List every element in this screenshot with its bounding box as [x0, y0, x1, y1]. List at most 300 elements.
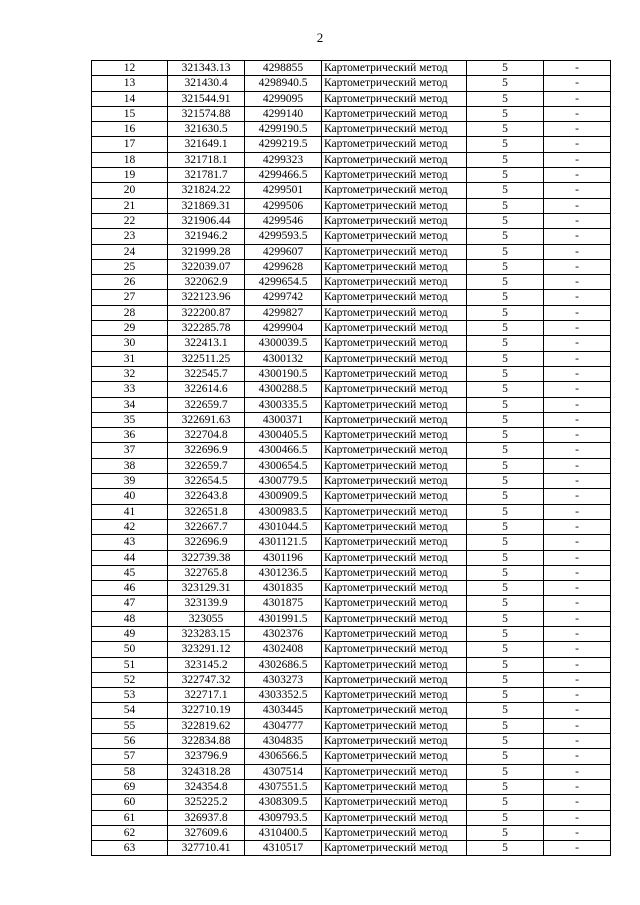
point-number-cell: 35 — [92, 412, 168, 427]
method-cell: Картометрический метод — [322, 657, 467, 672]
coordinates-table-body — [92, 61, 611, 856]
note-cell: - — [544, 795, 611, 810]
y-coordinate-cell: 4303445 — [245, 703, 322, 718]
x-coordinate-cell: 322659.7 — [168, 397, 245, 412]
method-cell: Картометрический метод — [322, 428, 467, 443]
accuracy-cell: 5 — [467, 61, 544, 76]
point-number-cell: 32 — [92, 366, 168, 381]
note-cell: - — [544, 106, 611, 121]
x-coordinate-cell: 323283.15 — [168, 626, 245, 641]
y-coordinate-cell: 4304835 — [245, 734, 322, 749]
table-row — [92, 718, 611, 733]
note-cell: - — [544, 428, 611, 443]
y-coordinate-cell: 4299827 — [245, 305, 322, 320]
method-cell: Картометрический метод — [322, 779, 467, 794]
y-coordinate-cell: 4307551.5 — [245, 779, 322, 794]
method-cell: Картометрический метод — [322, 535, 467, 550]
method-cell: Картометрический метод — [322, 351, 467, 366]
method-cell: Картометрический метод — [322, 443, 467, 458]
accuracy-cell: 5 — [467, 474, 544, 489]
note-cell: - — [544, 779, 611, 794]
x-coordinate-cell: 322511.25 — [168, 351, 245, 366]
method-cell: Картометрический метод — [322, 290, 467, 305]
table-row — [92, 565, 611, 580]
x-coordinate-cell: 322651.8 — [168, 504, 245, 519]
point-number-cell: 45 — [92, 565, 168, 580]
y-coordinate-cell: 4302376 — [245, 626, 322, 641]
x-coordinate-cell: 322643.8 — [168, 489, 245, 504]
point-number-cell: 33 — [92, 382, 168, 397]
method-cell: Картометрический метод — [322, 749, 467, 764]
note-cell: - — [544, 305, 611, 320]
table-row — [92, 152, 611, 167]
note-cell: - — [544, 703, 611, 718]
y-coordinate-cell: 4299506 — [245, 198, 322, 213]
point-number-cell: 12 — [92, 61, 168, 76]
x-coordinate-cell: 322710.19 — [168, 703, 245, 718]
x-coordinate-cell: 321343.13 — [168, 61, 245, 76]
point-number-cell: 31 — [92, 351, 168, 366]
accuracy-cell: 5 — [467, 91, 544, 106]
accuracy-cell: 5 — [467, 382, 544, 397]
point-number-cell: 36 — [92, 428, 168, 443]
y-coordinate-cell: 4299466.5 — [245, 168, 322, 183]
method-cell: Картометрический метод — [322, 825, 467, 840]
table-row — [92, 321, 611, 336]
note-cell: - — [544, 76, 611, 91]
table-row — [92, 259, 611, 274]
x-coordinate-cell: 322819.62 — [168, 718, 245, 733]
accuracy-cell: 5 — [467, 106, 544, 121]
accuracy-cell: 5 — [467, 825, 544, 840]
table-row — [92, 504, 611, 519]
method-cell: Картометрический метод — [322, 91, 467, 106]
table-row — [92, 213, 611, 228]
x-coordinate-cell: 322667.7 — [168, 519, 245, 534]
x-coordinate-cell: 322062.9 — [168, 275, 245, 290]
y-coordinate-cell: 4299607 — [245, 244, 322, 259]
method-cell: Картометрический метод — [322, 397, 467, 412]
point-number-cell: 63 — [92, 841, 168, 856]
method-cell: Картометрический метод — [322, 550, 467, 565]
point-number-cell: 43 — [92, 535, 168, 550]
y-coordinate-cell: 4298855 — [245, 61, 322, 76]
point-number-cell: 44 — [92, 550, 168, 565]
accuracy-cell: 5 — [467, 764, 544, 779]
method-cell: Картометрический метод — [322, 229, 467, 244]
method-cell: Картометрический метод — [322, 596, 467, 611]
y-coordinate-cell: 4299501 — [245, 183, 322, 198]
y-coordinate-cell: 4299628 — [245, 259, 322, 274]
x-coordinate-cell: 323796.9 — [168, 749, 245, 764]
y-coordinate-cell: 4302686.5 — [245, 657, 322, 672]
accuracy-cell: 5 — [467, 290, 544, 305]
note-cell: - — [544, 458, 611, 473]
method-cell: Картометрический метод — [322, 259, 467, 274]
method-cell: Картометрический метод — [322, 305, 467, 320]
accuracy-cell: 5 — [467, 168, 544, 183]
note-cell: - — [544, 366, 611, 381]
method-cell: Картометрический метод — [322, 137, 467, 152]
table-row — [92, 122, 611, 137]
method-cell: Картометрический метод — [322, 626, 467, 641]
method-cell: Картометрический метод — [322, 764, 467, 779]
point-number-cell: 41 — [92, 504, 168, 519]
note-cell: - — [544, 259, 611, 274]
accuracy-cell: 5 — [467, 841, 544, 856]
point-number-cell: 56 — [92, 734, 168, 749]
note-cell: - — [544, 642, 611, 657]
method-cell: Картометрический метод — [322, 168, 467, 183]
y-coordinate-cell: 4299593.5 — [245, 229, 322, 244]
accuracy-cell: 5 — [467, 366, 544, 381]
x-coordinate-cell: 321430.4 — [168, 76, 245, 91]
point-number-cell: 14 — [92, 91, 168, 106]
accuracy-cell: 5 — [467, 642, 544, 657]
accuracy-cell: 5 — [467, 137, 544, 152]
note-cell: - — [544, 672, 611, 687]
y-coordinate-cell: 4301835 — [245, 581, 322, 596]
y-coordinate-cell: 4310400.5 — [245, 825, 322, 840]
note-cell: - — [544, 91, 611, 106]
table-row — [92, 489, 611, 504]
y-coordinate-cell: 4300909.5 — [245, 489, 322, 504]
accuracy-cell: 5 — [467, 489, 544, 504]
x-coordinate-cell: 321630.5 — [168, 122, 245, 137]
note-cell: - — [544, 535, 611, 550]
y-coordinate-cell: 4299904 — [245, 321, 322, 336]
y-coordinate-cell: 4309793.5 — [245, 810, 322, 825]
note-cell: - — [544, 841, 611, 856]
table-row — [92, 137, 611, 152]
accuracy-cell: 5 — [467, 244, 544, 259]
point-number-cell: 25 — [92, 259, 168, 274]
x-coordinate-cell: 322691.63 — [168, 412, 245, 427]
point-number-cell: 62 — [92, 825, 168, 840]
point-number-cell: 49 — [92, 626, 168, 641]
accuracy-cell: 5 — [467, 734, 544, 749]
note-cell: - — [544, 137, 611, 152]
y-coordinate-cell: 4301044.5 — [245, 519, 322, 534]
point-number-cell: 55 — [92, 718, 168, 733]
table-row — [92, 412, 611, 427]
y-coordinate-cell: 4299190.5 — [245, 122, 322, 137]
y-coordinate-cell: 4300654.5 — [245, 458, 322, 473]
y-coordinate-cell: 4299323 — [245, 152, 322, 167]
accuracy-cell: 5 — [467, 779, 544, 794]
y-coordinate-cell: 4300335.5 — [245, 397, 322, 412]
y-coordinate-cell: 4301236.5 — [245, 565, 322, 580]
note-cell: - — [544, 764, 611, 779]
point-number-cell: 28 — [92, 305, 168, 320]
table-row — [92, 474, 611, 489]
point-number-cell: 60 — [92, 795, 168, 810]
page-number: 2 — [316, 30, 324, 45]
accuracy-cell: 5 — [467, 795, 544, 810]
x-coordinate-cell: 321999.28 — [168, 244, 245, 259]
table-row — [92, 351, 611, 366]
note-cell: - — [544, 198, 611, 213]
method-cell: Картометрический метод — [322, 795, 467, 810]
accuracy-cell: 5 — [467, 321, 544, 336]
note-cell: - — [544, 168, 611, 183]
x-coordinate-cell: 327710.41 — [168, 841, 245, 856]
table-row — [92, 336, 611, 351]
note-cell: - — [544, 810, 611, 825]
x-coordinate-cell: 321824.22 — [168, 183, 245, 198]
table-row — [92, 657, 611, 672]
note-cell: - — [544, 519, 611, 534]
x-coordinate-cell: 322545.7 — [168, 366, 245, 381]
note-cell: - — [544, 474, 611, 489]
y-coordinate-cell: 4298940.5 — [245, 76, 322, 91]
point-number-cell: 37 — [92, 443, 168, 458]
accuracy-cell: 5 — [467, 504, 544, 519]
note-cell: - — [544, 734, 611, 749]
y-coordinate-cell: 4306566.5 — [245, 749, 322, 764]
accuracy-cell: 5 — [467, 672, 544, 687]
accuracy-cell: 5 — [467, 198, 544, 213]
accuracy-cell: 5 — [467, 810, 544, 825]
note-cell: - — [544, 657, 611, 672]
method-cell: Картометрический метод — [322, 734, 467, 749]
x-coordinate-cell: 322696.9 — [168, 535, 245, 550]
note-cell: - — [544, 229, 611, 244]
x-coordinate-cell: 322614.6 — [168, 382, 245, 397]
table-row — [92, 290, 611, 305]
table-row — [92, 810, 611, 825]
x-coordinate-cell: 321544.91 — [168, 91, 245, 106]
x-coordinate-cell: 323139.9 — [168, 596, 245, 611]
accuracy-cell: 5 — [467, 351, 544, 366]
point-number-cell: 42 — [92, 519, 168, 534]
point-number-cell: 19 — [92, 168, 168, 183]
accuracy-cell: 5 — [467, 565, 544, 580]
y-coordinate-cell: 4300190.5 — [245, 366, 322, 381]
table-row — [92, 244, 611, 259]
point-number-cell: 38 — [92, 458, 168, 473]
accuracy-cell: 5 — [467, 428, 544, 443]
table-row — [92, 611, 611, 626]
accuracy-cell: 5 — [467, 581, 544, 596]
accuracy-cell: 5 — [467, 213, 544, 228]
y-coordinate-cell: 4300132 — [245, 351, 322, 366]
point-number-cell: 61 — [92, 810, 168, 825]
method-cell: Картометрический метод — [322, 213, 467, 228]
accuracy-cell: 5 — [467, 611, 544, 626]
table-row — [92, 825, 611, 840]
table-row — [92, 397, 611, 412]
method-cell: Картометрический метод — [322, 703, 467, 718]
note-cell: - — [544, 397, 611, 412]
note-cell: - — [544, 688, 611, 703]
method-cell: Картометрический метод — [322, 244, 467, 259]
y-coordinate-cell: 4302408 — [245, 642, 322, 657]
y-coordinate-cell: 4310517 — [245, 841, 322, 856]
method-cell: Картометрический метод — [322, 565, 467, 580]
y-coordinate-cell: 4301875 — [245, 596, 322, 611]
y-coordinate-cell: 4303273 — [245, 672, 322, 687]
note-cell: - — [544, 550, 611, 565]
method-cell: Картометрический метод — [322, 275, 467, 290]
table-row — [92, 366, 611, 381]
point-number-cell: 57 — [92, 749, 168, 764]
accuracy-cell: 5 — [467, 152, 544, 167]
coordinates-table — [91, 60, 611, 856]
table-row — [92, 458, 611, 473]
method-cell: Картометрический метод — [322, 76, 467, 91]
note-cell: - — [544, 565, 611, 580]
x-coordinate-cell: 324354.8 — [168, 779, 245, 794]
method-cell: Картометрический метод — [322, 382, 467, 397]
x-coordinate-cell: 321718.1 — [168, 152, 245, 167]
method-cell: Картометрический метод — [322, 474, 467, 489]
point-number-cell: 26 — [92, 275, 168, 290]
note-cell: - — [544, 718, 611, 733]
note-cell: - — [544, 596, 611, 611]
note-cell: - — [544, 351, 611, 366]
method-cell: Картометрический метод — [322, 61, 467, 76]
note-cell: - — [544, 382, 611, 397]
x-coordinate-cell: 321574.88 — [168, 106, 245, 121]
y-coordinate-cell: 4301196 — [245, 550, 322, 565]
method-cell: Картометрический метод — [322, 152, 467, 167]
note-cell: - — [544, 183, 611, 198]
method-cell: Картометрический метод — [322, 718, 467, 733]
table-row — [92, 305, 611, 320]
point-number-cell: 21 — [92, 198, 168, 213]
table-row — [92, 688, 611, 703]
point-number-cell: 53 — [92, 688, 168, 703]
point-number-cell: 54 — [92, 703, 168, 718]
table-row — [92, 596, 611, 611]
note-cell: - — [544, 321, 611, 336]
note-cell: - — [544, 336, 611, 351]
point-number-cell: 30 — [92, 336, 168, 351]
accuracy-cell: 5 — [467, 703, 544, 718]
method-cell: Картометрический метод — [322, 122, 467, 137]
table-row — [92, 703, 611, 718]
note-cell: - — [544, 61, 611, 76]
table-row — [92, 550, 611, 565]
x-coordinate-cell: 323055 — [168, 611, 245, 626]
point-number-cell: 39 — [92, 474, 168, 489]
x-coordinate-cell: 326937.8 — [168, 810, 245, 825]
accuracy-cell: 5 — [467, 76, 544, 91]
x-coordinate-cell: 322200.87 — [168, 305, 245, 320]
x-coordinate-cell: 324318.28 — [168, 764, 245, 779]
x-coordinate-cell: 322654.5 — [168, 474, 245, 489]
accuracy-cell: 5 — [467, 275, 544, 290]
y-coordinate-cell: 4300039.5 — [245, 336, 322, 351]
point-number-cell: 13 — [92, 76, 168, 91]
method-cell: Картометрический метод — [322, 458, 467, 473]
table-row — [92, 91, 611, 106]
table-row — [92, 581, 611, 596]
accuracy-cell: 5 — [467, 397, 544, 412]
point-number-cell: 24 — [92, 244, 168, 259]
method-cell: Картометрический метод — [322, 504, 467, 519]
point-number-cell: 16 — [92, 122, 168, 137]
point-number-cell: 69 — [92, 779, 168, 794]
accuracy-cell: 5 — [467, 550, 544, 565]
table-row — [92, 275, 611, 290]
x-coordinate-cell: 323145.2 — [168, 657, 245, 672]
note-cell: - — [544, 825, 611, 840]
point-number-cell: 15 — [92, 106, 168, 121]
y-coordinate-cell: 4300779.5 — [245, 474, 322, 489]
method-cell: Картометрический метод — [322, 688, 467, 703]
point-number-cell: 51 — [92, 657, 168, 672]
y-coordinate-cell: 4300405.5 — [245, 428, 322, 443]
x-coordinate-cell: 321946.2 — [168, 229, 245, 244]
table-row — [92, 168, 611, 183]
method-cell: Картометрический метод — [322, 336, 467, 351]
point-number-cell: 18 — [92, 152, 168, 167]
table-row — [92, 428, 611, 443]
y-coordinate-cell: 4299654.5 — [245, 275, 322, 290]
table-row — [92, 779, 611, 794]
table-row — [92, 183, 611, 198]
point-number-cell: 52 — [92, 672, 168, 687]
y-coordinate-cell: 4299140 — [245, 106, 322, 121]
y-coordinate-cell: 4301121.5 — [245, 535, 322, 550]
point-number-cell: 17 — [92, 137, 168, 152]
point-number-cell: 40 — [92, 489, 168, 504]
point-number-cell: 22 — [92, 213, 168, 228]
note-cell: - — [544, 504, 611, 519]
note-cell: - — [544, 611, 611, 626]
table-row — [92, 382, 611, 397]
x-coordinate-cell: 322765.8 — [168, 565, 245, 580]
table-row — [92, 734, 611, 749]
point-number-cell: 50 — [92, 642, 168, 657]
accuracy-cell: 5 — [467, 183, 544, 198]
accuracy-cell: 5 — [467, 305, 544, 320]
y-coordinate-cell: 4300371 — [245, 412, 322, 427]
x-coordinate-cell: 323291.12 — [168, 642, 245, 657]
note-cell: - — [544, 489, 611, 504]
method-cell: Картометрический метод — [322, 810, 467, 825]
note-cell: - — [544, 275, 611, 290]
method-cell: Картометрический метод — [322, 412, 467, 427]
table-row — [92, 535, 611, 550]
note-cell: - — [544, 581, 611, 596]
y-coordinate-cell: 4303352.5 — [245, 688, 322, 703]
point-number-cell: 23 — [92, 229, 168, 244]
y-coordinate-cell: 4308309.5 — [245, 795, 322, 810]
y-coordinate-cell: 4304777 — [245, 718, 322, 733]
table-row — [92, 841, 611, 856]
x-coordinate-cell: 322285.78 — [168, 321, 245, 336]
table-row — [92, 626, 611, 641]
point-number-cell: 47 — [92, 596, 168, 611]
note-cell: - — [544, 152, 611, 167]
accuracy-cell: 5 — [467, 626, 544, 641]
table-row — [92, 642, 611, 657]
table-row — [92, 749, 611, 764]
x-coordinate-cell: 322659.7 — [168, 458, 245, 473]
x-coordinate-cell: 322696.9 — [168, 443, 245, 458]
table-row — [92, 106, 611, 121]
method-cell: Картометрический метод — [322, 366, 467, 381]
table-row — [92, 76, 611, 91]
note-cell: - — [544, 290, 611, 305]
x-coordinate-cell: 327609.6 — [168, 825, 245, 840]
x-coordinate-cell: 322704.8 — [168, 428, 245, 443]
note-cell: - — [544, 412, 611, 427]
method-cell: Картометрический метод — [322, 642, 467, 657]
